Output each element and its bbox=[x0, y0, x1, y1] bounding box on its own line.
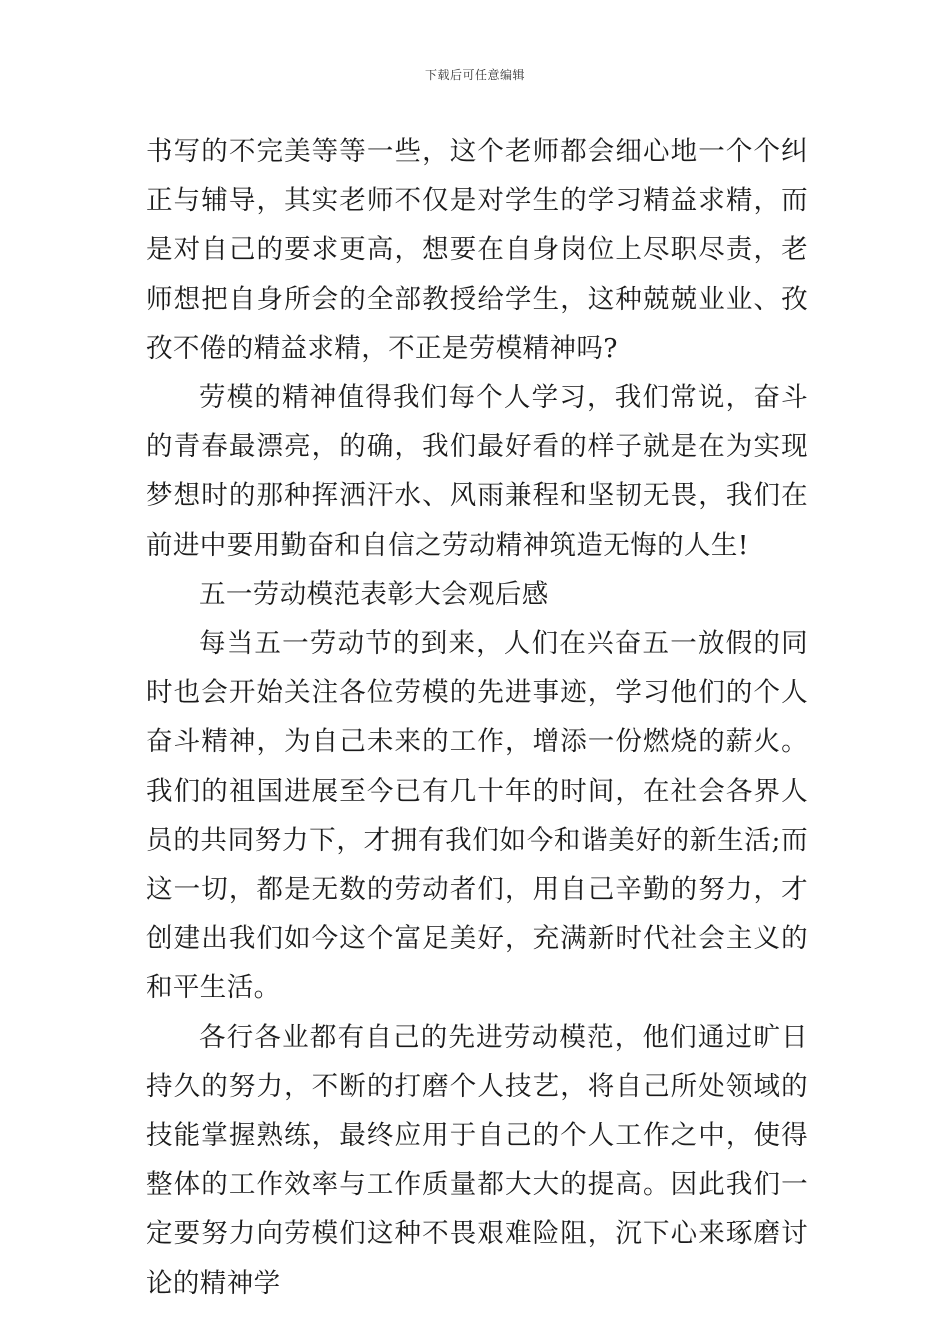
paragraph-model-worker-spirit: 劳模的精神值得我们每个人学习，我们常说，奋斗的青春最漂亮，的确，我们最好看的样子就是在为实现梦想时的那种挥洒汗水、风雨兼程和坚韧无畏，我们在前进中要用勤奋和自信之劳动精神筑造无悔的人生! bbox=[146, 382, 808, 561]
document-body bbox=[146, 127, 808, 1308]
paragraph-every-industry: 各行各业都有自己的先进劳动模范，他们通过旷日持久的努力，不断的打磨个人技艺，将自己所处领域的技能掌握熟练，最终应用于自己的个人工作之中，使得整体的工作效率与工作质量都大大的提高。因此我们一定要努力向劳模们这种不畏艰难险阻，沉下心来琢磨讨论的精神学 bbox=[146, 1021, 808, 1299]
paragraph-continuation: 书写的不完美等等一些，这个老师都会细心地一个个纠正与辅导，其实老师不仅是对学生的学习精益求精，而是对自己的要求更高，想要在自身岗位上尽职尽责，老师想把自身所会的全部教授给学生，这种兢兢业业、孜孜不倦的精益求精，不正是劳模精神吗? bbox=[146, 136, 808, 364]
header-note: 下载后可任意编辑 bbox=[424, 68, 525, 82]
paragraph-labor-day: 每当五一劳动节的到来，人们在兴奋五一放假的同时也会开始关注各位劳模的先进事迹，学习他们的个人奋斗精神，为自己未来的工作，增添一份燃烧的薪火。我们的祖国进展至今已有几十年的时间，在社会各界人员的共同努力下，才拥有我们如今和谐美好的新生活;而这一切，都是无数的劳动者们，用自己辛勤的努力，才创建出我们如今这个富足美好，充满新时代社会主义的和平生活。 bbox=[146, 628, 808, 1004]
section-heading: 五一劳动模范表彰大会观后感 bbox=[199, 578, 549, 610]
